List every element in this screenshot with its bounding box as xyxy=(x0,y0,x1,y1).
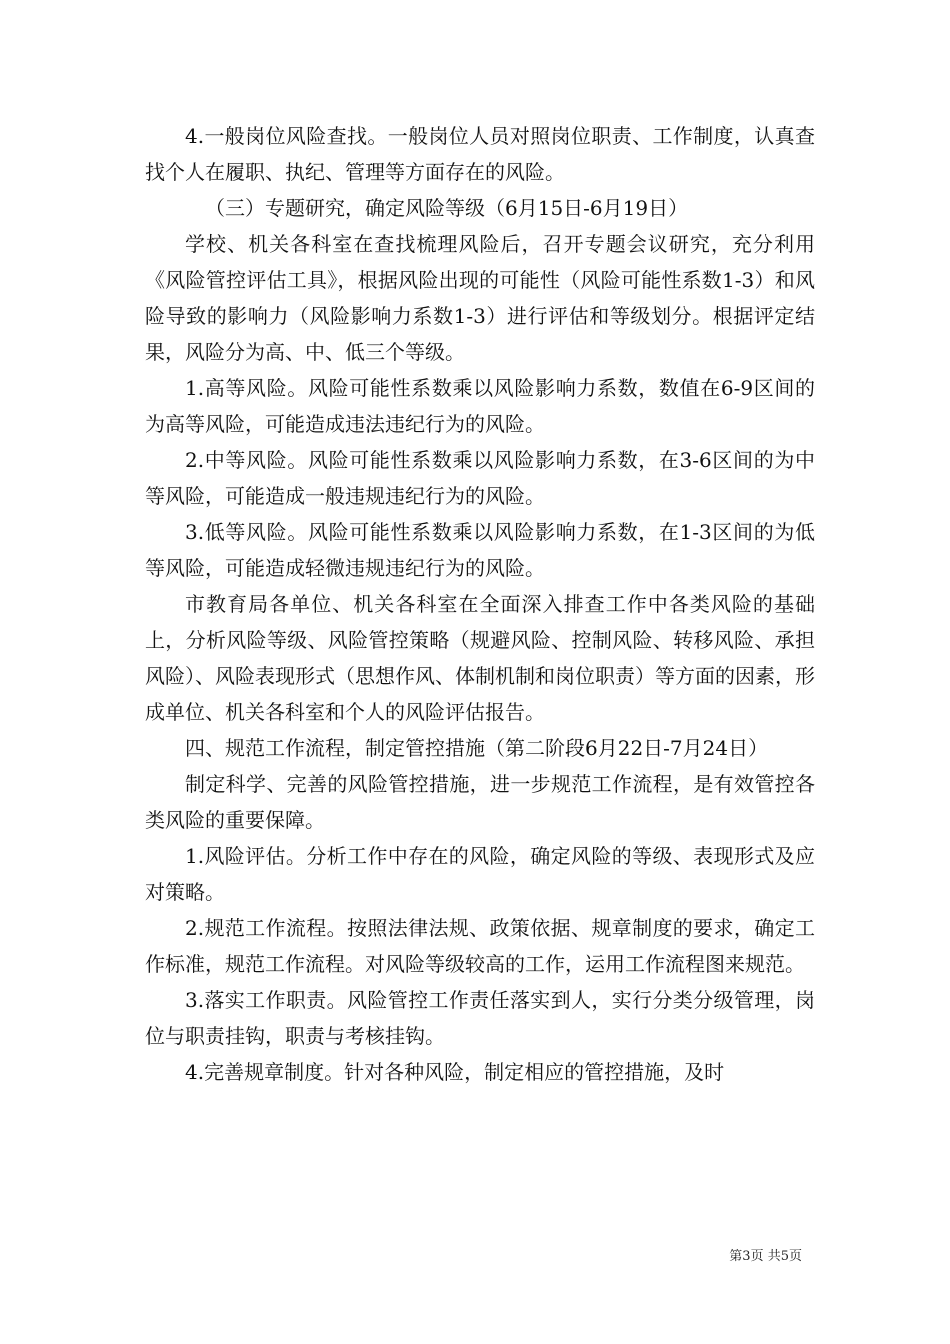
section-heading-workflow: 四、规范工作流程，制定管控措施（第二阶段6月22日-7月24日） xyxy=(185,736,769,760)
paragraph-post-risk-search: 4.一般岗位风险查找。一般岗位人员对照岗位职责、工作制度，认真查找个人在履职、执纪、管理等方面存在的风险。 xyxy=(145,124,815,184)
paragraph-standardize-workflow: 2.规范工作流程。按照法律法规、政策依据、规章制度的要求，确定工作标准，规范工作流程。对风险等级较高的工作，运用工作流程图来规范。 xyxy=(145,916,815,976)
paragraph-high-risk: 1.高等风险。风险可能性系数乘以风险影响力系数，数值在6-9区间的为高等风险，可能造成违法违纪行为的风险。 xyxy=(145,376,815,436)
footer-middle: 页 共 xyxy=(750,1249,781,1264)
paragraph-workflow-intro: 制定科学、完善的风险管控措施，进一步规范工作流程，是有效管控各类风险的重要保障。 xyxy=(145,772,815,832)
paragraph-improve-rules: 4.完善规章制度。针对各种风险，制定相应的管控措施，及时 xyxy=(185,1060,725,1084)
section-heading-topic-research: （三）专题研究，确定风险等级（6月15日-6月19日） xyxy=(205,196,689,220)
paragraph-risk-assessment-intro: 学校、机关各科室在查找梳理风险后，召开专题会议研究，充分利用《风险管控评估工具》，根据风险出现的可能性（风险可能性系数1-3）和风险导致的影响力（风险影响力系数1-3）进行评估和等级划分。根据评定结果，风险分为高、中、低三个等级。 xyxy=(145,232,815,364)
paragraph-risk-evaluation: 1.风险评估。分析工作中存在的风险，确定风险的等级、表现形式及应对策略。 xyxy=(145,844,815,904)
footer-total-pages: 5 xyxy=(780,1249,789,1264)
footer-prefix: 第 xyxy=(729,1249,743,1264)
footer-suffix: 页 xyxy=(788,1249,802,1264)
paragraph-medium-risk: 2.中等风险。风险可能性系数乘以风险影响力系数，在3-6区间的为中等风险，可能造成一般违规违纪行为的风险。 xyxy=(145,448,815,508)
document-body xyxy=(145,118,815,1090)
paragraph-duty-implementation: 3.落实工作职责。风险管控工作责任落实到人，实行分类分级管理，岗位与职责挂钩，职责与考核挂钩。 xyxy=(145,988,815,1048)
page-number-footer xyxy=(729,1245,802,1264)
footer-current-page: 3 xyxy=(742,1249,751,1264)
paragraph-risk-report: 市教育局各单位、机关各科室在全面深入排查工作中各类风险的基础上，分析风险等级、风险管控策略（规避风险、控制风险、转移风险、承担风险）、风险表现形式（思想作风、体制机制和岗位职责）等方面的因素，形成单位、机关各科室和个人的风险评估报告。 xyxy=(145,592,815,724)
paragraph-low-risk: 3.低等风险。风险可能性系数乘以风险影响力系数，在1-3区间的为低等风险，可能造成轻微违规违纪行为的风险。 xyxy=(145,520,815,580)
